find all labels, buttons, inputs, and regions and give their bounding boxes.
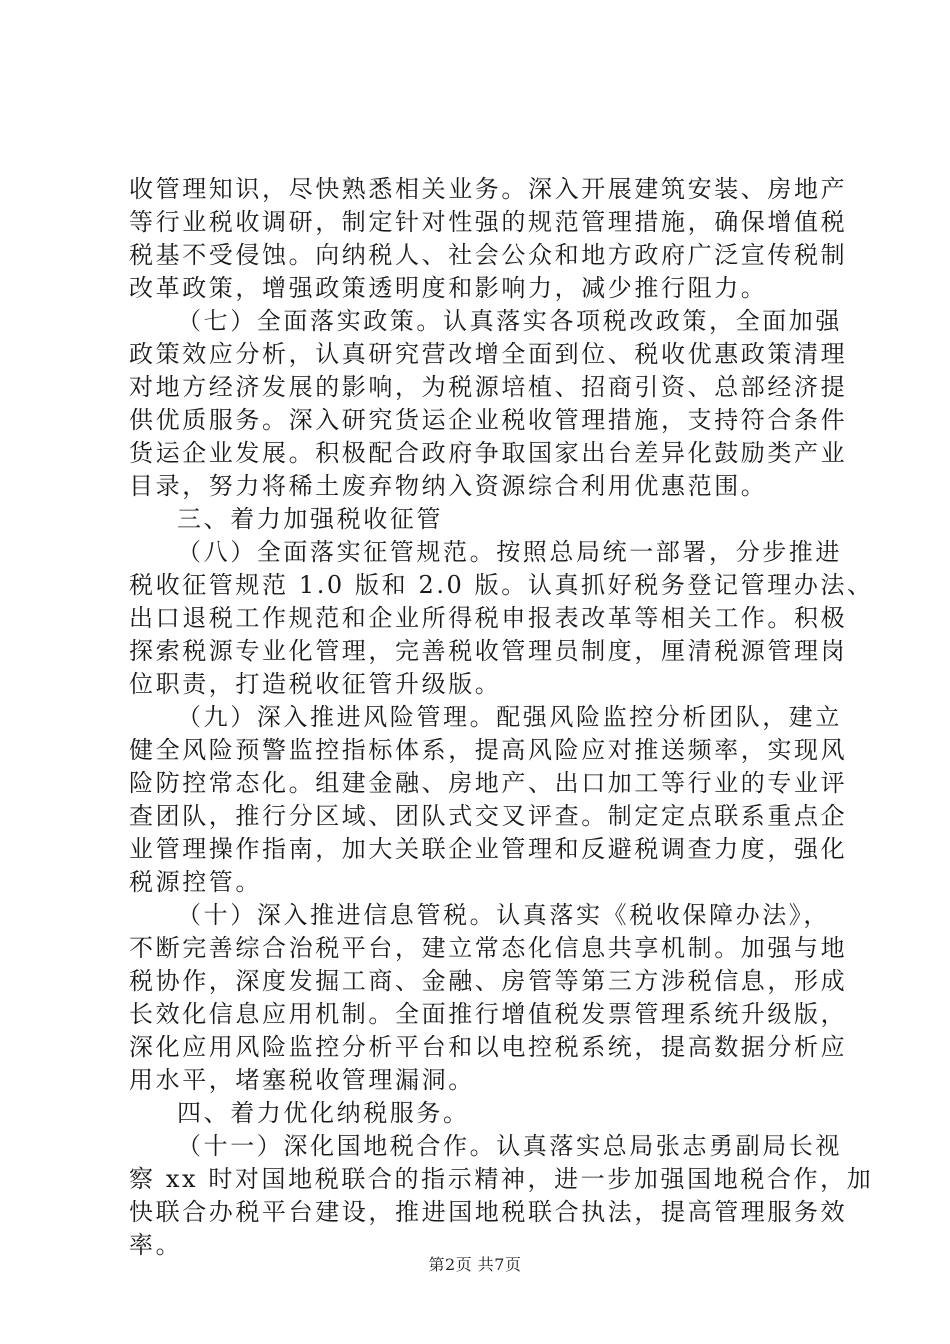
page-number-footer: 第2页 共7页	[428, 1255, 522, 1274]
paragraph-start-line: （七）全面落实政策。认真落实各项税改政策，全面加强	[177, 307, 842, 335]
text-line: 出口退税工作规范和企业所得税申报表改革等相关工作。积极	[129, 604, 848, 632]
text-line: 税基不受侵蚀。向纳税人、社会公众和地方政府广泛宣传税制	[129, 241, 848, 269]
paragraph-start-line: （十）深入推进信息管税。认真落实《税收保障办法》，	[177, 901, 830, 929]
section-heading: 三、着力加强税收征管	[177, 505, 443, 533]
text-line: 政策效应分析，认真研究营改增全面到位、税收优惠政策清理	[129, 340, 848, 368]
text-line: 税收征管规范 1.0 版和 2.0 版。认真抓好税务登记管理办法、	[129, 571, 874, 599]
text-line: 对地方经济发展的影响，为税源培植、招商引资、总部经济提	[129, 373, 848, 401]
text-line: 等行业税收调研，制定针对性强的规范管理措施，确保增值税	[129, 208, 848, 236]
paragraph-start-line: （八）全面落实征管规范。按照总局统一部署，分步推进	[177, 538, 842, 566]
paragraph-start-line: （十一）深化国地税合作。认真落实总局张志勇副局长视	[177, 1132, 842, 1160]
text-line: 健全风险预警监控指标体系，提高风险应对推送频率，实现风	[129, 736, 848, 764]
text-line: 用水平，堵塞税收管理漏洞。	[129, 1066, 475, 1094]
text-line: 税源控管。	[129, 868, 262, 896]
text-line: 长效化信息应用机制。全面推行增值税发票管理系统升级版，	[129, 1000, 848, 1028]
text-line: 查团队，推行分区域、团队式交叉评查。制定定点联系重点企	[129, 802, 848, 830]
section-heading: 四、着力优化纳税服务。	[177, 1099, 470, 1127]
text-line: 目录，努力将稀土废弃物纳入资源综合利用优惠范围。	[129, 472, 768, 500]
text-line: 快联合办税平台建设，推进国地税联合执法，提高管理服务效	[129, 1198, 848, 1226]
text-line: 察 xx 时对国地税联合的指示精神，进一步加强国地税合作，加	[129, 1165, 874, 1193]
text-line: 险防控常态化。组建金融、房地产、出口加工等行业的专业评	[129, 769, 848, 797]
text-line: 收管理知识，尽快熟悉相关业务。深入开展建筑安装、房地产	[129, 175, 848, 203]
text-line: 货运企业发展。积极配合政府争取国家出台差异化鼓励类产业	[129, 439, 848, 467]
text-line: 供优质服务。深入研究货运企业税收管理措施，支持符合条件	[129, 406, 848, 434]
text-line: 改革政策，增强政策透明度和影响力，减少推行阻力。	[129, 274, 768, 302]
text-line: 率。	[129, 1231, 183, 1259]
text-line: 不断完善综合治税平台，建立常态化信息共享机制。加强与地	[129, 934, 848, 962]
text-line: 税协作，深度发掘工商、金融、房管等第三方涉税信息，形成	[129, 967, 848, 995]
text-line: 探索税源专业化管理，完善税收管理员制度，厘清税源管理岗	[129, 637, 848, 665]
paragraph-start-line: （九）深入推进风险管理。配强风险监控分析团队，建立	[177, 703, 842, 731]
text-line: 位职责，打造税收征管升级版。	[129, 670, 502, 698]
document-body	[129, 173, 874, 1262]
text-line: 深化应用风险监控分析平台和以电控税系统，提高数据分析应	[129, 1033, 848, 1061]
text-line: 业管理操作指南，加大关联企业管理和反避税调查力度，强化	[129, 835, 848, 863]
